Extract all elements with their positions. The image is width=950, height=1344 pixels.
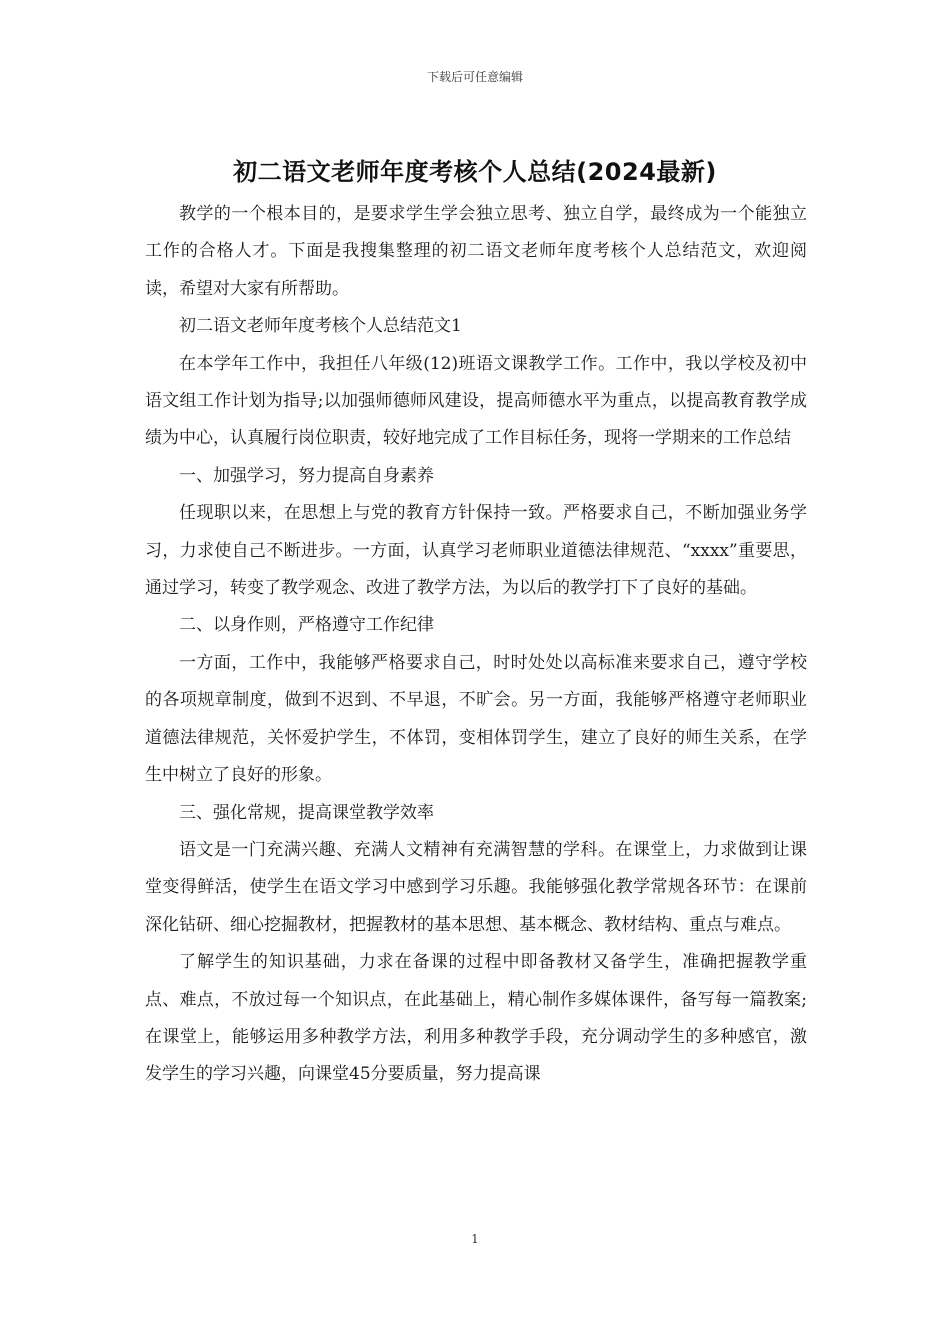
body-paragraph: 在本学年工作中，我担任八年级(12)班语文课教学工作。工作中，我以学校及初中语文组工作计划为指导;以加强师德师风建设，提高师德水平为重点，以提高教育教学成绩为中心，认真履行岗位职责，较好地完成了工作目标任务，现将一学期来的工作总结 <box>145 353 807 449</box>
page-number: 1 <box>471 1232 479 1246</box>
body-paragraph: 了解学生的知识基础，力求在备课的过程中即备教材又备学生，准确把握教学重点、难点，不放过每一个知识点，在此基础上，精心制作多媒体课件，备写每一篇教案;在课堂上，能够运用多种教学方法，利用多种教学手段，充分调动学生的多种感官，激发学生的学习兴趣，向课堂45分要质量，努力提高课 <box>145 952 807 1085</box>
body-paragraph: 语文是一门充满兴趣、充满人文精神有充满智慧的学科。在课堂上，力求做到让课堂变得鲜活，使学生在语文学习中感到学习乐趣。我能够强化教学常规各环节：在课前深化钻研、细心挖掘教材，把握教材的基本思想、基本概念、教材结构、重点与难点。 <box>145 839 807 935</box>
sample-heading: 初二语文老师年度考核个人总结范文1 <box>179 316 462 337</box>
body-paragraph: 一方面，工作中，我能够严格要求自己，时时处处以高标准来要求自己，遵守学校的各项规章制度，做到不迟到、不早退，不旷会。另一方面，我能够严格遵守老师职业道德法律规范，关怀爱护学生，不体罚，变相体罚学生，建立了良好的师生关系，在学生中树立了良好的形象。 <box>145 652 807 786</box>
section-heading-2: 二、以身作则，严格遵守工作纪律 <box>179 615 434 636</box>
document-title: 初二语文老师年度考核个人总结(2024最新) <box>233 158 717 186</box>
intro-paragraph: 教学的一个根本目的，是要求学生学会独立思考、独立自学，最终成为一个能独立工作的合格人才。下面是我搜集整理的初二语文老师年度考核个人总结范文，欢迎阅读，希望对大家有所帮助。 <box>145 204 807 299</box>
document-body <box>145 196 807 1094</box>
section-heading-3: 三、强化常规，提高课堂教学效率 <box>179 802 434 823</box>
header-note: 下载后可任意编辑 <box>426 70 523 84</box>
body-paragraph: 任现职以来，在思想上与党的教育方针保持一致。严格要求自己，不断加强业务学习，力求使自己不断进步。一方面，认真学习老师职业道德法律规范、“xxxx”重要思，通过学习，转变了教学观念、改进了教学方法，为以后的教学打下了良好的基础。 <box>145 503 807 599</box>
section-heading-1: 一、加强学习，努力提高自身素养 <box>179 465 434 486</box>
